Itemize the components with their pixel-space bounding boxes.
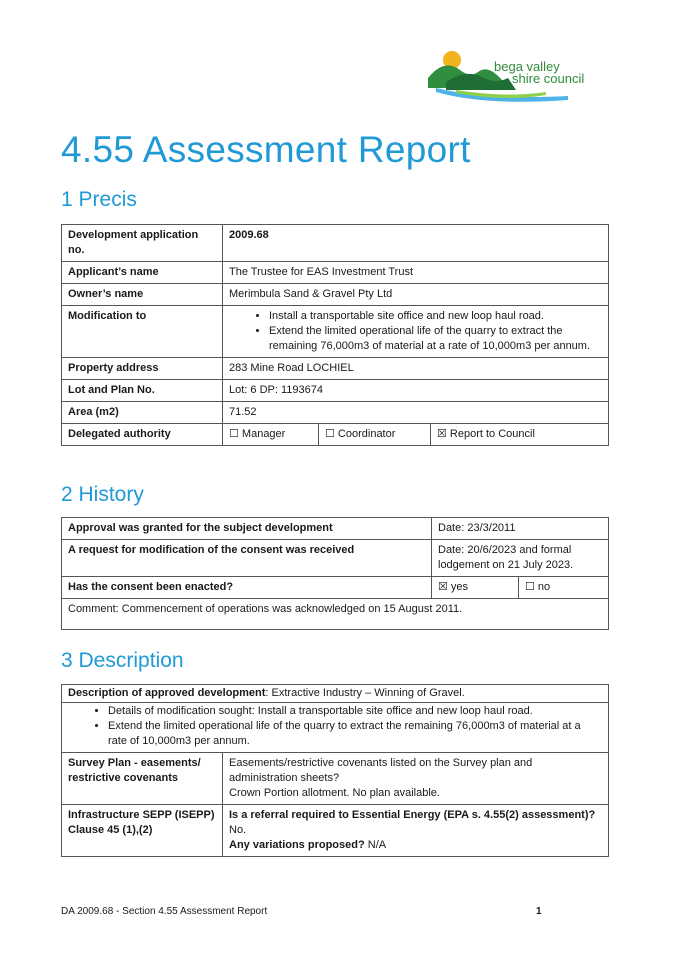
- approved-development-value: : Extractive Industry – Winning of Gravel.: [265, 687, 465, 699]
- section-heading-precis: 1 Precis: [61, 188, 137, 211]
- table-row: [62, 518, 609, 540]
- modification-label: Modification to: [62, 306, 223, 358]
- lot-label: Lot and Plan No.: [62, 380, 223, 402]
- table-row: [62, 284, 609, 306]
- isepp-variation: [229, 838, 602, 853]
- area-value: 71.52: [223, 402, 609, 424]
- dev-app-label: Development application no.: [62, 225, 223, 262]
- dev-app-value: 2009.68: [223, 225, 609, 262]
- list-item: • Install a transportable site office and new loop haul road.: [269, 309, 602, 324]
- table-row: [62, 577, 609, 599]
- approval-value: Date: 23/3/2011: [432, 518, 609, 540]
- survey-value-cell: [223, 753, 609, 805]
- approved-development-label: Description of approved development: [68, 687, 266, 699]
- table-row: [62, 424, 609, 446]
- description-list-cell: [62, 703, 609, 753]
- isepp-question: Is a referral required to Essential Energy (EPA s. 4.55(2) assessment)?: [229, 809, 596, 821]
- delegated-label: Delegated authority: [62, 424, 223, 446]
- delegated-option-council: ☒ Report to Council: [431, 424, 609, 446]
- logo-line-1: bega valley: [494, 59, 560, 74]
- list-item: • Extend the limited operational life of the quarry to extract the remaining 76,000m3 of material at a rate of 10,000m3 per annum.: [108, 719, 602, 749]
- table-row: [62, 685, 609, 703]
- applicant-value: The Trustee for EAS Investment Trust: [223, 262, 609, 284]
- request-value: Date: 20/6/2023 and formal lodgement on 21 July 2023.: [432, 540, 609, 577]
- table-row: [62, 703, 609, 753]
- table-row: [62, 599, 609, 630]
- logo-line-2: shire council: [512, 71, 585, 86]
- description-list: [68, 704, 602, 749]
- survey-question: Easements/restrictive covenants listed on the Survey plan and administration sheets?: [229, 757, 533, 784]
- modification-list: [229, 309, 602, 354]
- table-row: [62, 262, 609, 284]
- description-table: [61, 684, 609, 857]
- applicant-label: Applicant’s name: [62, 262, 223, 284]
- list-item: • Extend the limited operational life of the quarry to extract the remaining 76,000m3 of material at a rate of 10,000m3 per annum.: [269, 324, 602, 354]
- delegated-option-coordinator: ☐ Coordinator: [319, 424, 431, 446]
- enacted-no: ☐ no: [519, 577, 609, 599]
- isepp-answer: No.: [229, 824, 247, 836]
- history-comment: Comment: Commencement of operations was acknowledged on 15 August 2011.: [62, 599, 609, 630]
- table-row: [62, 753, 609, 805]
- area-label: Area (m2): [62, 402, 223, 424]
- precis-table: [61, 224, 609, 446]
- table-row: [62, 402, 609, 424]
- delegated-option-manager: ☐ Manager: [223, 424, 319, 446]
- owner-value: Merimbula Sand & Gravel Pty Ltd: [223, 284, 609, 306]
- history-table: [61, 517, 609, 630]
- table-row: [62, 225, 609, 262]
- lot-value: Lot: 6 DP: 1193674: [223, 380, 609, 402]
- isepp-variation-question: Any variations proposed?: [229, 839, 365, 851]
- approved-development-cell: [62, 685, 609, 703]
- table-row: [62, 306, 609, 358]
- enacted-label: Has the consent been enacted?: [62, 577, 432, 599]
- isepp-value-cell: [223, 805, 609, 857]
- table-row: [62, 358, 609, 380]
- isepp-variation-answer: N/A: [364, 839, 387, 851]
- modification-list-cell: [223, 306, 609, 358]
- list-item: • Details of modification sought: Install a transportable site office and new loop haul road.: [108, 704, 602, 719]
- property-label: Property address: [62, 358, 223, 380]
- survey-label: Survey Plan - easements/ restrictive covenants: [62, 753, 223, 805]
- council-logo: [426, 48, 596, 108]
- page-title: 4.55 Assessment Report: [61, 129, 471, 170]
- table-row: [62, 805, 609, 857]
- section-heading-description: 3 Description: [61, 649, 184, 672]
- isepp-label: Infrastructure SEPP (ISEPP) Clause 45 (1),(2): [62, 805, 223, 857]
- owner-label: Owner’s name: [62, 284, 223, 306]
- table-row: [62, 540, 609, 577]
- table-row: [62, 380, 609, 402]
- approval-label: Approval was granted for the subject development: [62, 518, 432, 540]
- footer-document-title: DA 2009.68 - Section 4.55 Assessment Report: [61, 906, 268, 917]
- survey-answer: Crown Portion allotment. No plan available.: [229, 787, 440, 799]
- footer-page-number: 1: [536, 906, 542, 917]
- section-heading-history: 2 History: [61, 483, 144, 506]
- enacted-yes: ☒ yes: [432, 577, 519, 599]
- request-label: A request for modification of the consent was received: [62, 540, 432, 577]
- property-value: 283 Mine Road LOCHIEL: [223, 358, 609, 380]
